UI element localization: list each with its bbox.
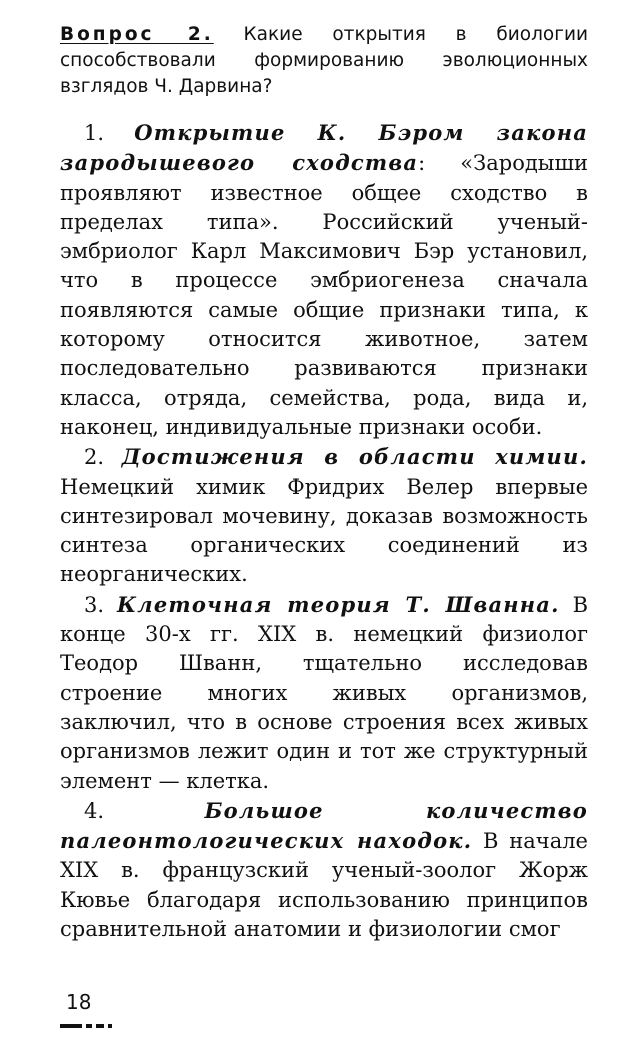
item-number: 4. [84, 798, 205, 823]
item-4 [60, 796, 588, 944]
page-number: 18 [66, 990, 92, 1014]
item-text: : «Зародыши проявляют известное общее сходство в пределах типа». Российский ученый-эмбриолог Карл Максимович Бэр установил, что в процессе эмбриогенеза сначала появляются самые общие признаки типа, к которому относится животное, затем последовательно развиваются признаки класса, отряда, семейства, рода, вида и, наконец, индивидуальные признаки особи. [60, 151, 588, 439]
item-text: В конце 30-х гг. XIX в. немецкий физиолог Теодор Шванн, тщательно исследовав строение многих живых организмов, заключил, что в основе строения всех живых организмов лежит один и тот же структурный элемент — клетка. [60, 592, 589, 793]
item-number: 2. [84, 445, 122, 470]
footer-mark [60, 1024, 120, 1028]
page-content [60, 22, 588, 944]
question-label: Вопрос 2. [60, 24, 214, 45]
item-text: Немецкий химик Фридрих Велер впервые синтезировал мочевину, доказав возможность синтеза органических соединений из неорганических. [60, 474, 588, 587]
item-number: 1. [84, 121, 135, 145]
item-text: В начале XIX в. французский ученый-зоолог Жорж Кювье благодаря использованию принципов сравнительной анатомии и физиологии смог [60, 829, 588, 942]
question-2 [60, 22, 588, 100]
item-heading: Открытие К. Бэром закона зародышевого сходства [60, 120, 589, 176]
item-heading: Клеточная теория Т. Шванна. [117, 591, 560, 617]
item-3 [60, 590, 588, 796]
item-number: 3. [84, 592, 117, 617]
item-heading: Большое количество палеонтологических находок. [60, 797, 588, 854]
item-heading: Достижения в области химии. [121, 444, 588, 470]
question-text: Какие открытия в биологии способствовали формированию эволюционных взглядов Ч. Дарвина? [60, 24, 588, 97]
item-2 [60, 442, 588, 589]
item-1 [60, 118, 588, 442]
